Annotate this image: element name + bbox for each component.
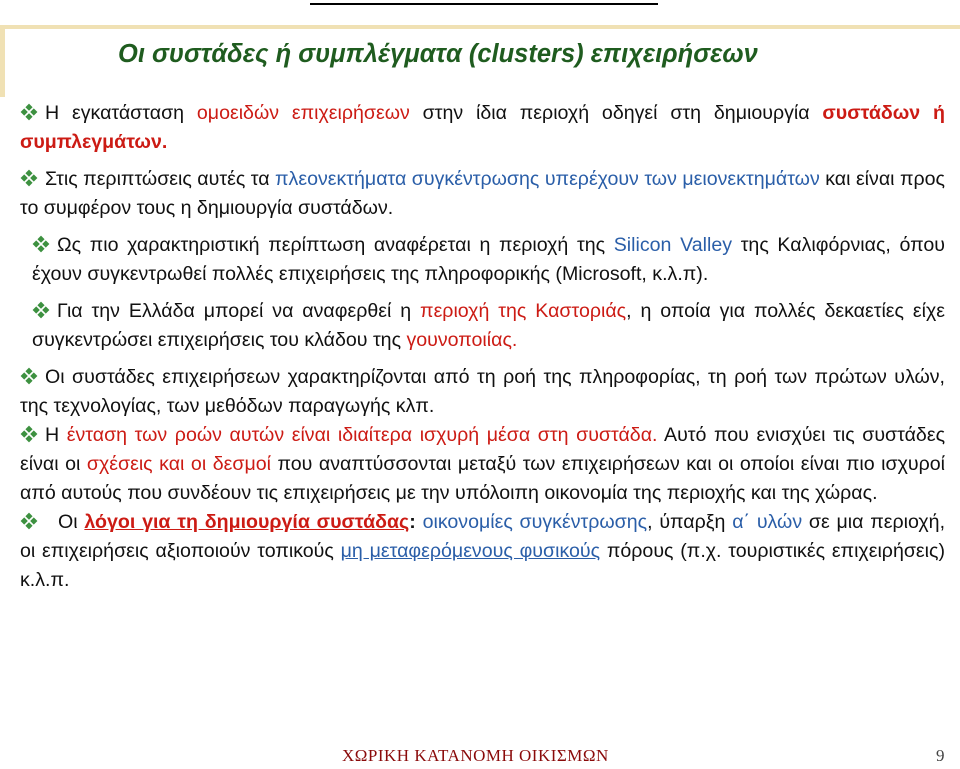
diamond-bullet-icon bbox=[32, 233, 50, 251]
diamond-bullet-icon bbox=[20, 167, 38, 185]
text-segment: γουνοποιίας. bbox=[406, 329, 518, 351]
text-segment: σχέσεις και οι δεσμοί bbox=[86, 453, 271, 475]
bullet-list bbox=[20, 99, 945, 595]
text-segment: συστάδων ή συμπλεγμάτων. bbox=[20, 102, 945, 153]
title-frame-top bbox=[0, 25, 960, 29]
top-rule bbox=[310, 3, 658, 5]
text-segment: Οι bbox=[58, 511, 85, 533]
text-segment: : bbox=[409, 511, 423, 533]
text-segment: περιοχή της Καστοριάς bbox=[420, 300, 627, 322]
text-segment: και είναι προς το συμφέρον τους η δημιουργία συστάδων. bbox=[20, 168, 945, 219]
bullet-paragraph bbox=[20, 231, 945, 289]
diamond-bullet-icon bbox=[32, 299, 50, 317]
text-segment: σε μια περιοχή, οι επιχειρήσεις αξιοποιούν τοπικούς bbox=[20, 511, 946, 562]
bullet-paragraph bbox=[20, 99, 945, 157]
bullet-paragraph bbox=[20, 165, 945, 223]
bullet-paragraph bbox=[20, 363, 945, 421]
title-frame-left bbox=[0, 25, 5, 97]
text-segment: Οι συστάδες επιχειρήσεων χαρακτηρίζονται από τη ροή της πληροφορίας, τη ροή των πρώτων υλών, της τεχνολογίας, των μεθόδων παραγωγής κλπ. bbox=[20, 366, 945, 417]
page-number: 9 bbox=[936, 746, 945, 765]
text-segment: πόρους (π.χ. τουριστικές επιχειρήσεις) κ.λ.π. bbox=[20, 540, 945, 591]
text-segment: πλεονεκτήματα συγκέντρωσης υπερέχουν των μειονεκτημάτων bbox=[275, 168, 820, 190]
text-segment: Στις περιπτώσεις αυτές τα bbox=[45, 168, 276, 190]
text-segment: Για την Ελλάδα μπορεί να αναφερθεί η bbox=[57, 300, 421, 322]
footer-title: ΧΩΡΙΚΗ ΚΑΤΑΝΟΜΗ ΟΙΚΙΣΜΩΝ bbox=[342, 746, 609, 765]
text-segment: α΄ υλών bbox=[732, 511, 803, 533]
text-segment: Η εγκατάσταση bbox=[45, 102, 197, 124]
text-segment: λόγοι για τη δημιουργία συστάδας bbox=[84, 511, 410, 533]
text-segment: Η bbox=[45, 424, 67, 446]
text-segment: Αυτό που ενισχύει τις συστάδες είναι οι bbox=[20, 424, 946, 475]
diamond-bullet-icon bbox=[20, 101, 38, 119]
text-segment: , ύπαρξη bbox=[647, 511, 733, 533]
diamond-bullet-icon bbox=[20, 365, 38, 383]
text-segment: της Καλιφόρνιας, όπου έχουν συγκεντρωθεί πολλές επιχειρήσεις της πληροφορικής (Microsoft, κ.λ.π). bbox=[32, 234, 945, 285]
diamond-bullet-icon bbox=[20, 510, 38, 528]
bullet-paragraph bbox=[20, 297, 945, 355]
bullet-paragraph bbox=[20, 421, 945, 508]
text-segment: Ως πιο χαρακτηριστική περίπτωση αναφέρεται η περιοχή της bbox=[57, 234, 614, 256]
text-segment: που αναπτύσσονται μεταξύ των επιχειρήσεων και οι οποίοι είναι πιο ισχυροί από αυτούς που συνδέουν τις επιχειρήσεις με την υπόλοιπη οικονομία της περιοχής και της χώρας. bbox=[20, 453, 945, 504]
text-segment: στην ίδια περιοχή οδηγεί στη δημιουργία bbox=[409, 102, 823, 124]
text-segment: οικονομίες συγκέντρωσης bbox=[422, 511, 648, 533]
text-segment: ένταση των ροών αυτών είναι ιδιαίτερα ισχυρή μέσα στη συστάδα. bbox=[66, 424, 658, 446]
text-segment: , η οποία για πολλές δεκαετίες είχε συγκεντρώσει επιχειρήσεις του κλάδου της bbox=[32, 300, 945, 351]
slide-title: Οι συστάδες ή συμπλέγματα (clusters) επιχειρήσεων bbox=[118, 40, 758, 68]
diamond-bullet-icon bbox=[20, 423, 38, 441]
text-segment: μη μεταφερόμενους φυσικούς bbox=[340, 540, 601, 562]
bullet-paragraph bbox=[20, 508, 945, 595]
text-segment: Silicon Valley bbox=[613, 234, 733, 256]
text-segment: ομοειδών επιχειρήσεων bbox=[196, 102, 410, 124]
